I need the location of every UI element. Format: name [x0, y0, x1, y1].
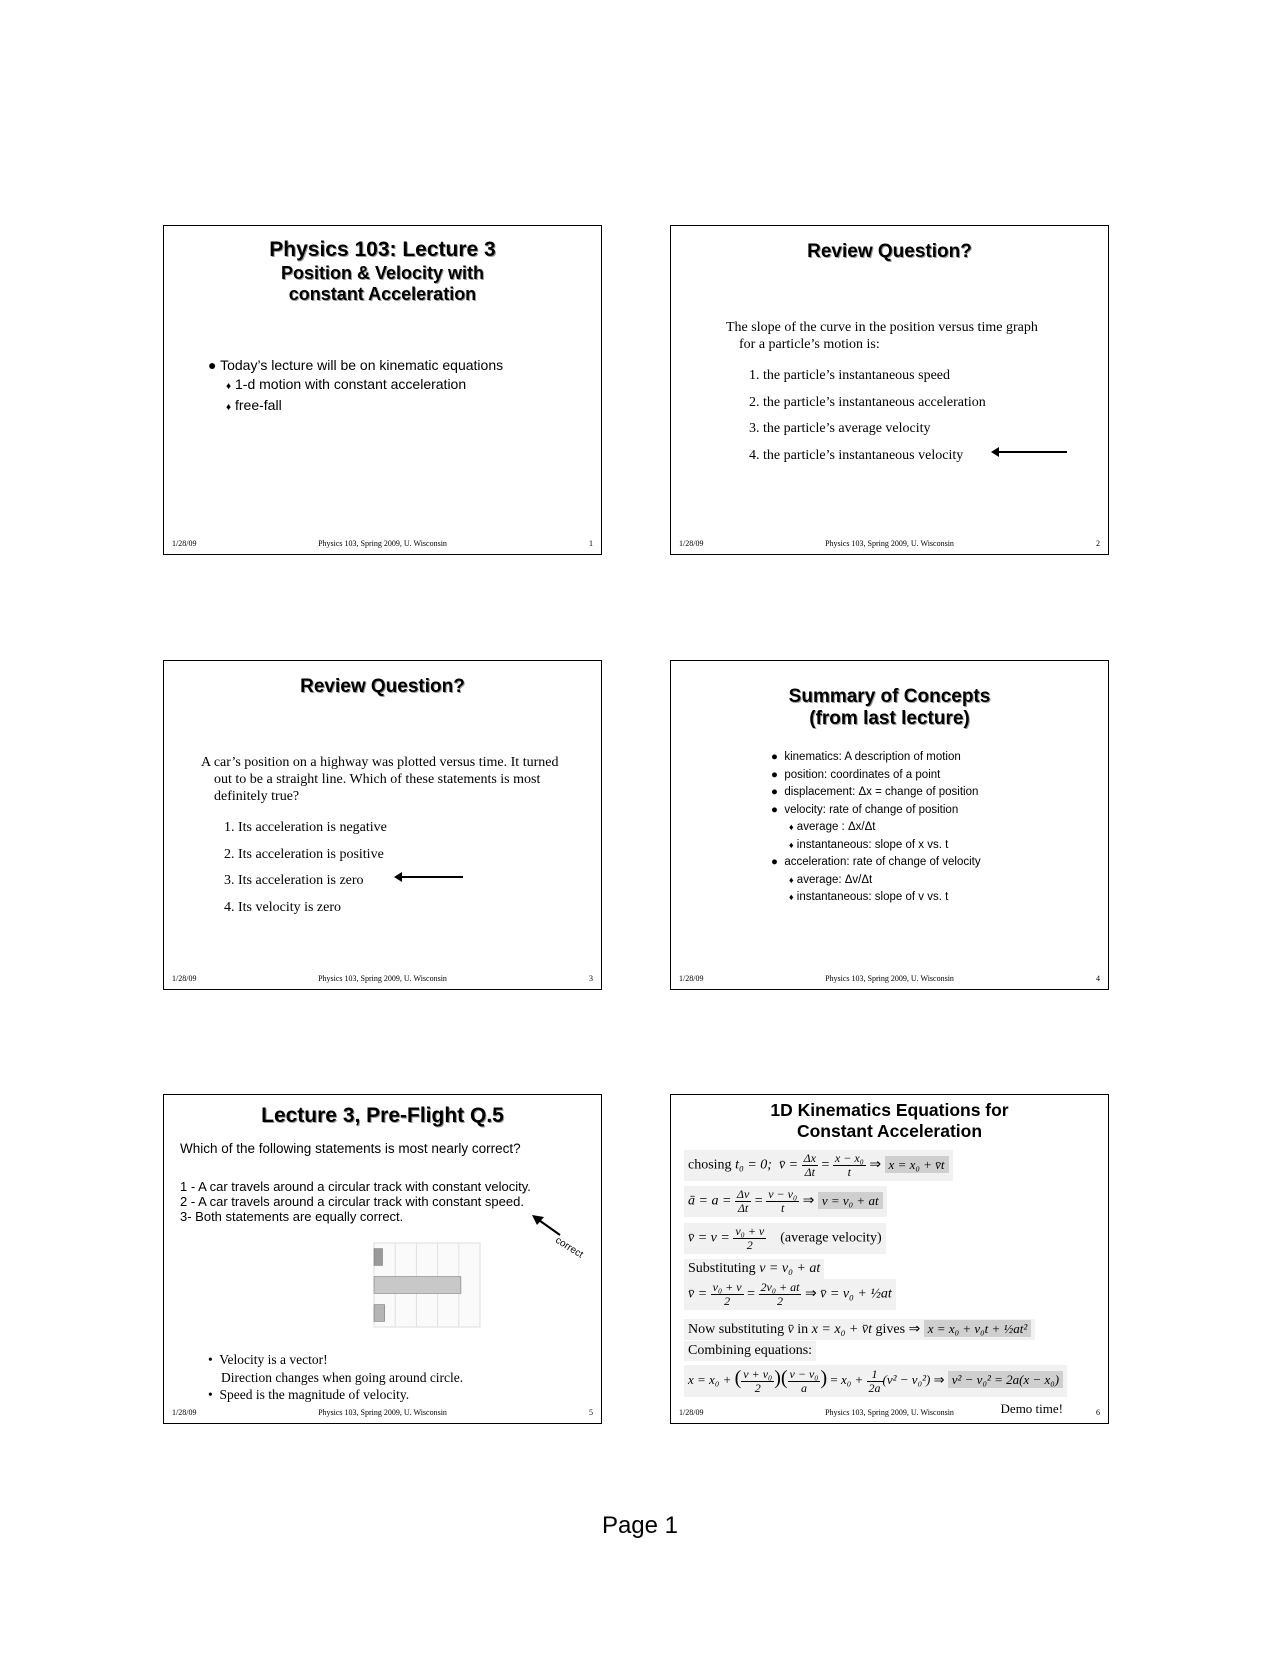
footer-date: 1/28/09 [679, 539, 704, 548]
slide-title: Lecture 3, Pre-Flight Q.5 [261, 1104, 504, 1127]
slide-number: 2 [1096, 539, 1100, 548]
answer-options [224, 815, 387, 921]
slide-number: 1 [589, 539, 593, 548]
concept-list [771, 749, 981, 907]
bullet-dot-icon: ● [208, 357, 217, 373]
option-1: 1 - A car travels around a circular track with constant velocity. [180, 1179, 531, 1194]
list-item: ♦ average: Δv/Δt [789, 873, 873, 886]
diamond-bullet-icon: ♦ [789, 874, 794, 885]
equation-row: Combining equations: [684, 1341, 816, 1361]
slide-footer [671, 974, 1108, 986]
slide-title: 1D Kinematics Equations for Constant Acceleration [770, 1100, 1009, 1141]
footer-course: Physics 103, Spring 2009, U. Wisconsin [318, 1408, 447, 1417]
slide-footer [671, 1408, 1108, 1420]
slide-footer [164, 539, 601, 551]
footer-date: 1/28/09 [172, 539, 197, 548]
slide-title [164, 239, 601, 261]
bullet-dot-icon: ● [771, 856, 778, 868]
bullet-dot-icon: • [208, 1352, 213, 1367]
footer-date: 1/28/09 [679, 974, 704, 983]
question-text: Which of the following statements is most nearly correct? [180, 1141, 521, 1156]
slide-6 [670, 1094, 1109, 1424]
diamond-bullet-icon: ♦ [226, 381, 232, 392]
slide-number: 3 [589, 974, 593, 983]
option-1: 1. Its acceleration is negative [224, 820, 387, 835]
option-3: 3. Its acceleration is zero [224, 873, 364, 888]
correct-label: correct [553, 1235, 585, 1261]
list-item: ● displacement: Δx = change of position [771, 786, 979, 798]
equation-row: chosing t₀ = 0; v̄ = $\frac{\Delta x}{\Delta t}$ = $\frac{\text{x − x₀}}{t}$ ⇒ x = x₀ + v̄t [684, 1150, 953, 1181]
diamond-bullet-icon: ♦ [789, 892, 794, 902]
footer-course: Physics 103, Spring 2009, U. Wisconsin [318, 974, 447, 983]
slide-footer [671, 539, 1108, 551]
list-item: ● Today’s lecture will be on kinematic equations [208, 357, 504, 373]
bullet-dot-icon: • [208, 1387, 213, 1402]
slide-title: Review Question? [300, 676, 465, 697]
footer-course: Physics 103, Spring 2009, U. Wisconsin [825, 539, 954, 548]
bullet-dot-icon: ● [771, 803, 778, 816]
page-number: Page 1 [601, 1512, 679, 1539]
slide-number: 5 [589, 1408, 593, 1417]
slide-4 [670, 660, 1109, 990]
slide-3 [163, 660, 602, 990]
footer-date: 1/28/09 [679, 1408, 704, 1417]
option-3: 3- Both statements are equally correct. [180, 1209, 404, 1224]
list-item: • Speed is the magnitude of velocity. [208, 1387, 410, 1402]
slide-title: Summary of Concepts (from last lecture) [788, 686, 991, 729]
bullet-list [208, 356, 503, 417]
list-item: ● velocity: rate of change of position [771, 803, 959, 816]
footer-course: Physics 103, Spring 2009, U. Wisconsin [825, 974, 954, 983]
footer-course: Physics 103, Spring 2009, U. Wisconsin [318, 539, 447, 548]
diamond-bullet-icon: ♦ [789, 839, 794, 850]
answer-arrow-icon [401, 876, 463, 878]
list-item: • Velocity is a vector! [208, 1352, 328, 1367]
list-item: Direction changes when going around circle. [221, 1369, 464, 1385]
list-item: ♦ 1-d motion with constant acceleration [226, 376, 467, 392]
slide-footer [164, 974, 601, 986]
chart-bar-3 [374, 1305, 385, 1322]
option-2: 2. Its acceleration is positive [224, 846, 384, 862]
option-4: 4. Its velocity is zero [224, 899, 342, 915]
bullet-dot-icon: ● [771, 768, 778, 781]
option-4: 4. the particle’s instantaneous velocity [749, 447, 964, 463]
slide-number: 4 [1096, 974, 1100, 983]
bullet-dot-icon: ● [771, 786, 778, 798]
slide-footer [164, 1408, 601, 1420]
list-item: ♦ instantaneous: slope of x vs. t [789, 838, 949, 851]
list-item: ♦ average : Δx/Δt [789, 821, 876, 833]
diamond-bullet-icon: ♦ [226, 402, 232, 413]
option-2: 2 - A car travels around a circular track with constant speed. [180, 1194, 524, 1209]
diamond-bullet-icon: ♦ [789, 822, 794, 832]
answer-options [180, 1179, 531, 1224]
title-line-2: Position & Velocity with [280, 263, 485, 283]
equation-row: v̄ = $\frac{\text{v₀ + v}}{2}$ = $\frac{\text{2v₀ + at}}{2}$ ⇒ v̄ = v₀ + ½at [684, 1279, 896, 1310]
option-1: 1. the particle’s instantaneous speed [749, 368, 950, 383]
slide-title: Review Question? [807, 241, 972, 262]
list-item: ● acceleration: rate of change of velocity [771, 856, 981, 868]
list-item: ♦ instantaneous: slope of v vs. t [789, 891, 949, 903]
chart-bar-1 [374, 1249, 382, 1266]
answer-options [749, 363, 986, 469]
title-line-1: Physics 103: Lecture 3 [269, 238, 496, 261]
slide-number: 6 [1096, 1408, 1100, 1417]
bullet-dot-icon: ● [771, 751, 778, 763]
question-text: A car’s position on a highway was plotted versus time. It turned out to be a straight line. Which of these statements is most definitely true? [201, 755, 559, 804]
list-item: ● kinematics: A description of motion [771, 751, 961, 763]
list-item: ● position: coordinates of a point [771, 768, 941, 781]
answer-arrow-icon [998, 451, 1067, 453]
demo-note: Demo time! [1000, 1401, 1063, 1416]
question-text: The slope of the curve in the position versus time graph for a particle’s motion is: [726, 320, 1038, 352]
equation-row: v̄ = v = $\frac{\text{v₀ + v}}{2}$ (average velocity) [684, 1223, 886, 1254]
slide-2 [670, 225, 1109, 555]
list-item: ♦ free-fall [226, 397, 282, 413]
slide-1 [163, 225, 602, 555]
option-2: 2. the particle’s instantaneous acceleration [749, 394, 986, 410]
equation-row: Substituting v = v₀ + at [684, 1259, 824, 1279]
slide-5 [163, 1094, 602, 1424]
footer-date: 1/28/09 [172, 974, 197, 983]
notes-list [208, 1351, 463, 1404]
title-line-3: constant Acceleration [288, 284, 477, 304]
survey-chart [364, 1239, 484, 1339]
option-3: 3. the particle’s average velocity [749, 421, 931, 436]
chart-bar-2 [374, 1277, 461, 1294]
footer-date: 1/28/09 [172, 1408, 197, 1417]
slide-subtitle [164, 263, 601, 305]
equation-row: x = x₀ + ( $\frac{\text{v + v₀}}{2}$ )( $\frac{\text{v − v₀}}{a}$ ) = x₀ + $\frac{1}{2a}$ (v² − v₀²) ⇒ v² − v₀² = 2a(x − x₀) [684, 1365, 1067, 1397]
equation-row: ā = a = $\frac{\Delta v}{\Delta t}$ = $\frac{\text{v − v₀}}{t}$ ⇒ v = v₀ + at [684, 1186, 887, 1217]
equation-row: Now substituting v̄ in x = x₀ + v̄t gives ⇒ x = x₀ + v₀t + ½at² [684, 1319, 1035, 1340]
footer-course: Physics 103, Spring 2009, U. Wisconsin [825, 1408, 954, 1417]
